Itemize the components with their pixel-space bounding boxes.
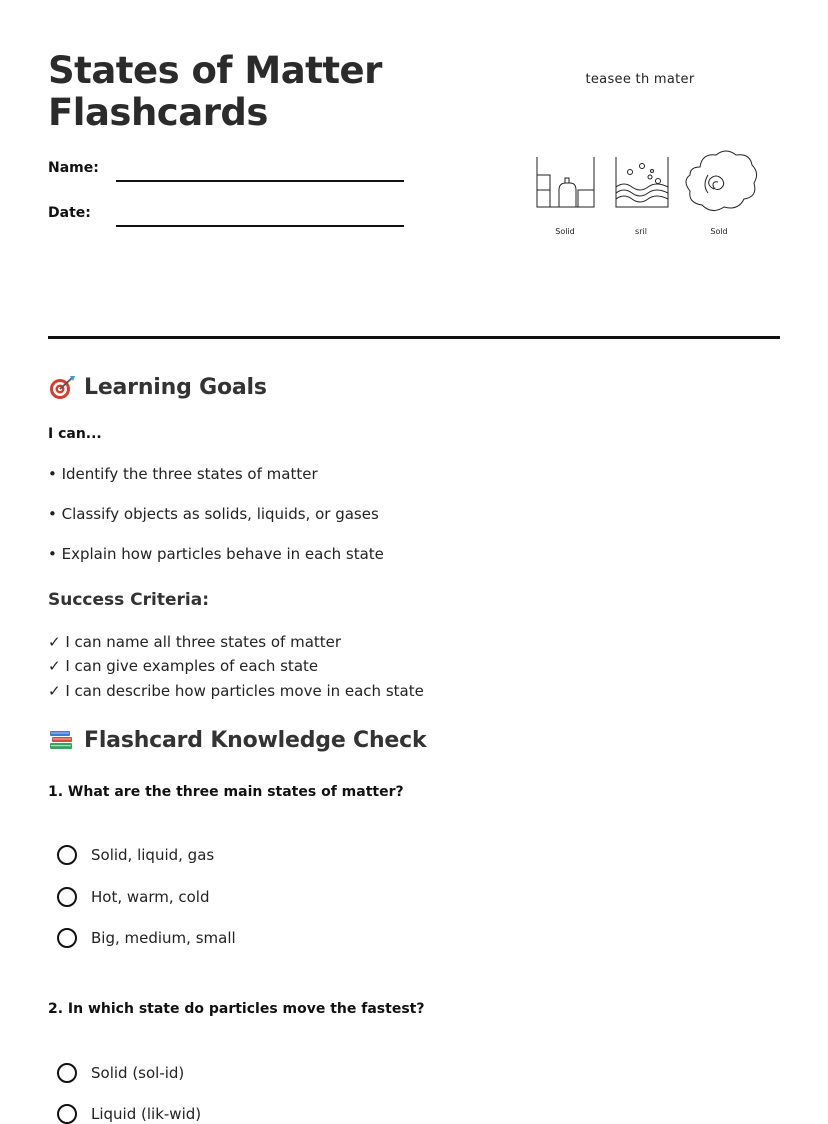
title-line-2: Flashcards — [48, 91, 268, 134]
title-line-1: States of Matter — [48, 49, 382, 92]
question-2-option-1[interactable] — [57, 1063, 184, 1083]
question-1-option-1[interactable] — [57, 845, 214, 865]
page-title — [48, 50, 488, 134]
date-label: Date: — [48, 205, 91, 221]
option-label: Big, medium, small — [91, 929, 236, 947]
criteria-item-1: ✓ I can name all three states of matter — [48, 633, 342, 651]
radio-button[interactable] — [57, 1063, 77, 1083]
question-2-option-2[interactable] — [57, 1104, 201, 1124]
radio-button[interactable] — [57, 1104, 77, 1124]
question-2: 2. In which state do particles move the fastest? — [48, 1001, 425, 1017]
criteria-item-2: ✓ I can give examples of each state — [48, 657, 319, 675]
option-label: Liquid (lik-wid) — [91, 1105, 202, 1123]
liquid-container-icon — [616, 157, 668, 207]
knowledge-check-heading — [48, 727, 426, 753]
option-label: Solid (sol-id) — [91, 1064, 185, 1082]
illustration-title: teasee th mater — [585, 72, 695, 87]
illustration-caption-2: sril — [635, 227, 647, 236]
learning-goals-heading — [48, 374, 267, 400]
section-divider — [48, 336, 780, 339]
learning-goals-title: Learning Goals — [84, 374, 267, 400]
books-icon — [48, 727, 76, 753]
name-label: Name: — [48, 160, 99, 176]
gas-cloud-icon — [686, 151, 757, 211]
states-of-matter-illustration — [532, 145, 762, 225]
option-label: Hot, warm, cold — [91, 888, 210, 906]
illustration-caption-1: Solid — [555, 227, 575, 236]
knowledge-check-title: Flashcard Knowledge Check — [84, 727, 427, 753]
question-1: 1. What are the three main states of matter? — [48, 784, 404, 800]
radio-button[interactable] — [57, 845, 77, 865]
criteria-item-3: ✓ I can describe how particles move in each state — [48, 682, 424, 700]
goal-item-3: • Explain how particles behave in each state — [48, 545, 384, 563]
date-field-line[interactable] — [116, 225, 404, 227]
name-field-line[interactable] — [116, 180, 404, 182]
solid-container-icon — [537, 157, 594, 207]
illustration-caption-3: Sold — [710, 227, 728, 236]
question-1-option-2[interactable] — [57, 887, 210, 907]
goals-lead: I can... — [48, 426, 102, 442]
goal-item-2: • Classify objects as solids, liquids, or gases — [48, 505, 379, 523]
success-criteria-heading: Success Criteria: — [48, 590, 210, 610]
radio-button[interactable] — [57, 928, 77, 948]
question-1-option-3[interactable] — [57, 928, 236, 948]
radio-button[interactable] — [57, 887, 77, 907]
option-label: Solid, liquid, gas — [91, 846, 215, 864]
goal-item-1: • Identify the three states of matter — [48, 465, 318, 483]
target-icon — [48, 374, 76, 400]
